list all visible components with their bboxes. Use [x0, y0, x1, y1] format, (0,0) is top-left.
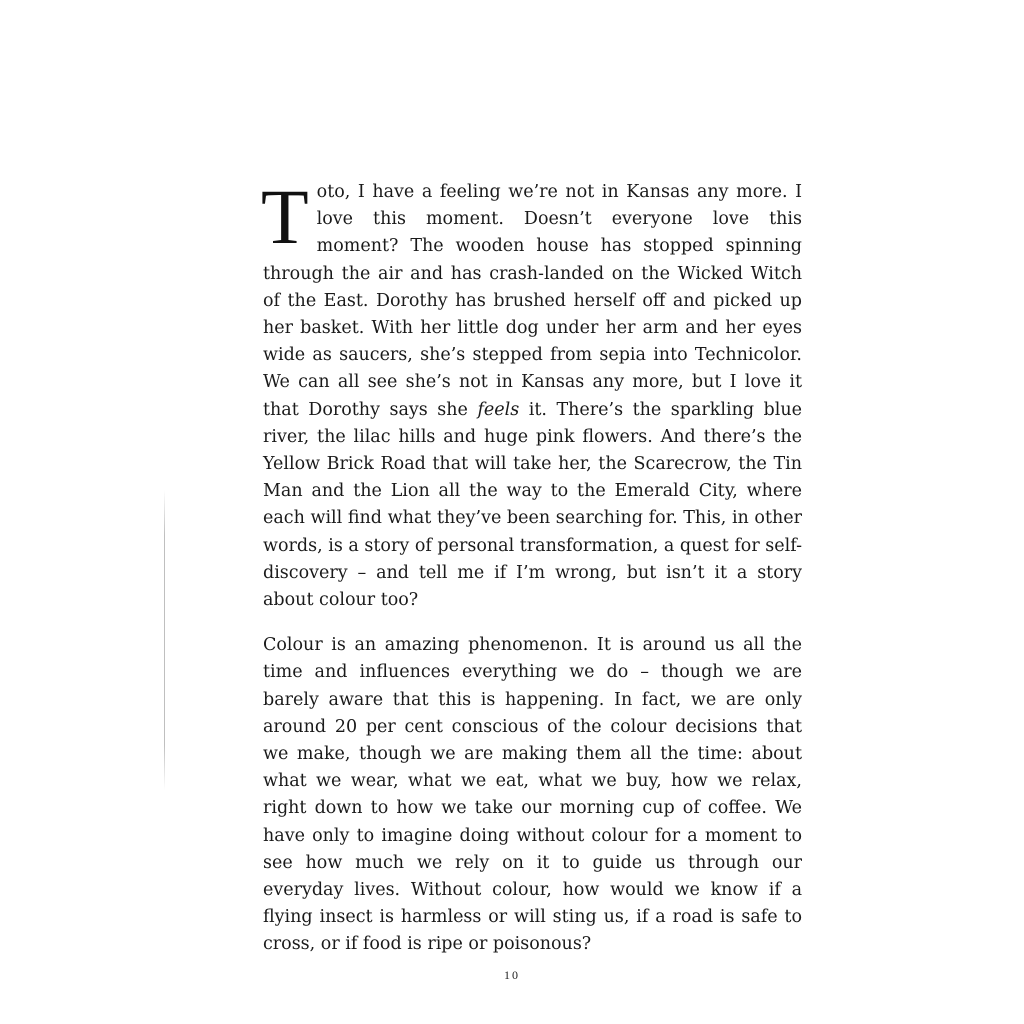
emphasis-feels: feels — [477, 399, 520, 420]
paragraph-2 — [263, 632, 802, 958]
body-text — [261, 173, 802, 959]
gutter-shadow — [164, 490, 165, 790]
paragraph-1-text-cont: it. There’s the sparkling blue river, the lilac hills and huge pink flowers. And there’s the Yellow Brick Road that will take her, the Scarecrow, the Tin Man and the Lion all the way to the Emerald City, where each will find what they’ve been searching for. This, in other words, is a story of personal transformation, a quest for self-discovery – and tell me if I’m wrong, but isn’t it a story about colour too? — [263, 399, 802, 611]
page-number: 10 — [504, 968, 520, 982]
paragraph-1 — [261, 173, 802, 614]
drop-cap: T — [261, 173, 309, 260]
paragraph-2-text: Colour is an amazing phenomenon. It is around us all the time and influences everything we do – though we are barely aware that this is happening. In fact, we are only around 20 per cent conscious of the colour decisions that we make, though we are making them all the time: about what we wear, what we eat, what we buy, how we relax, right down to how we take our morning cup of coffee. We have only to imagine doing without colour for a moment to see how much we rely on it to guide us through our everyday lives. Without colour, how would we know if a flying insect is harmless or will sting us, if a road is safe to cross, or if food is ripe or poisonous? — [263, 635, 802, 955]
paragraph-1-text: oto, I have a feeling we’re not in Kansas any more. I love this moment. Doesn’t everyone love this moment? The wooden house has stopped spinning through the air and has crash-landed on the Wicked Witch of the East. Dorothy has brushed herself off and picked up her basket. With her little dog under her arm and her eyes wide as saucers, she’s stepped from sepia into Technicolor. We can all see she’s not in Kansas any more, but I love it that Dorothy says she — [263, 182, 802, 420]
